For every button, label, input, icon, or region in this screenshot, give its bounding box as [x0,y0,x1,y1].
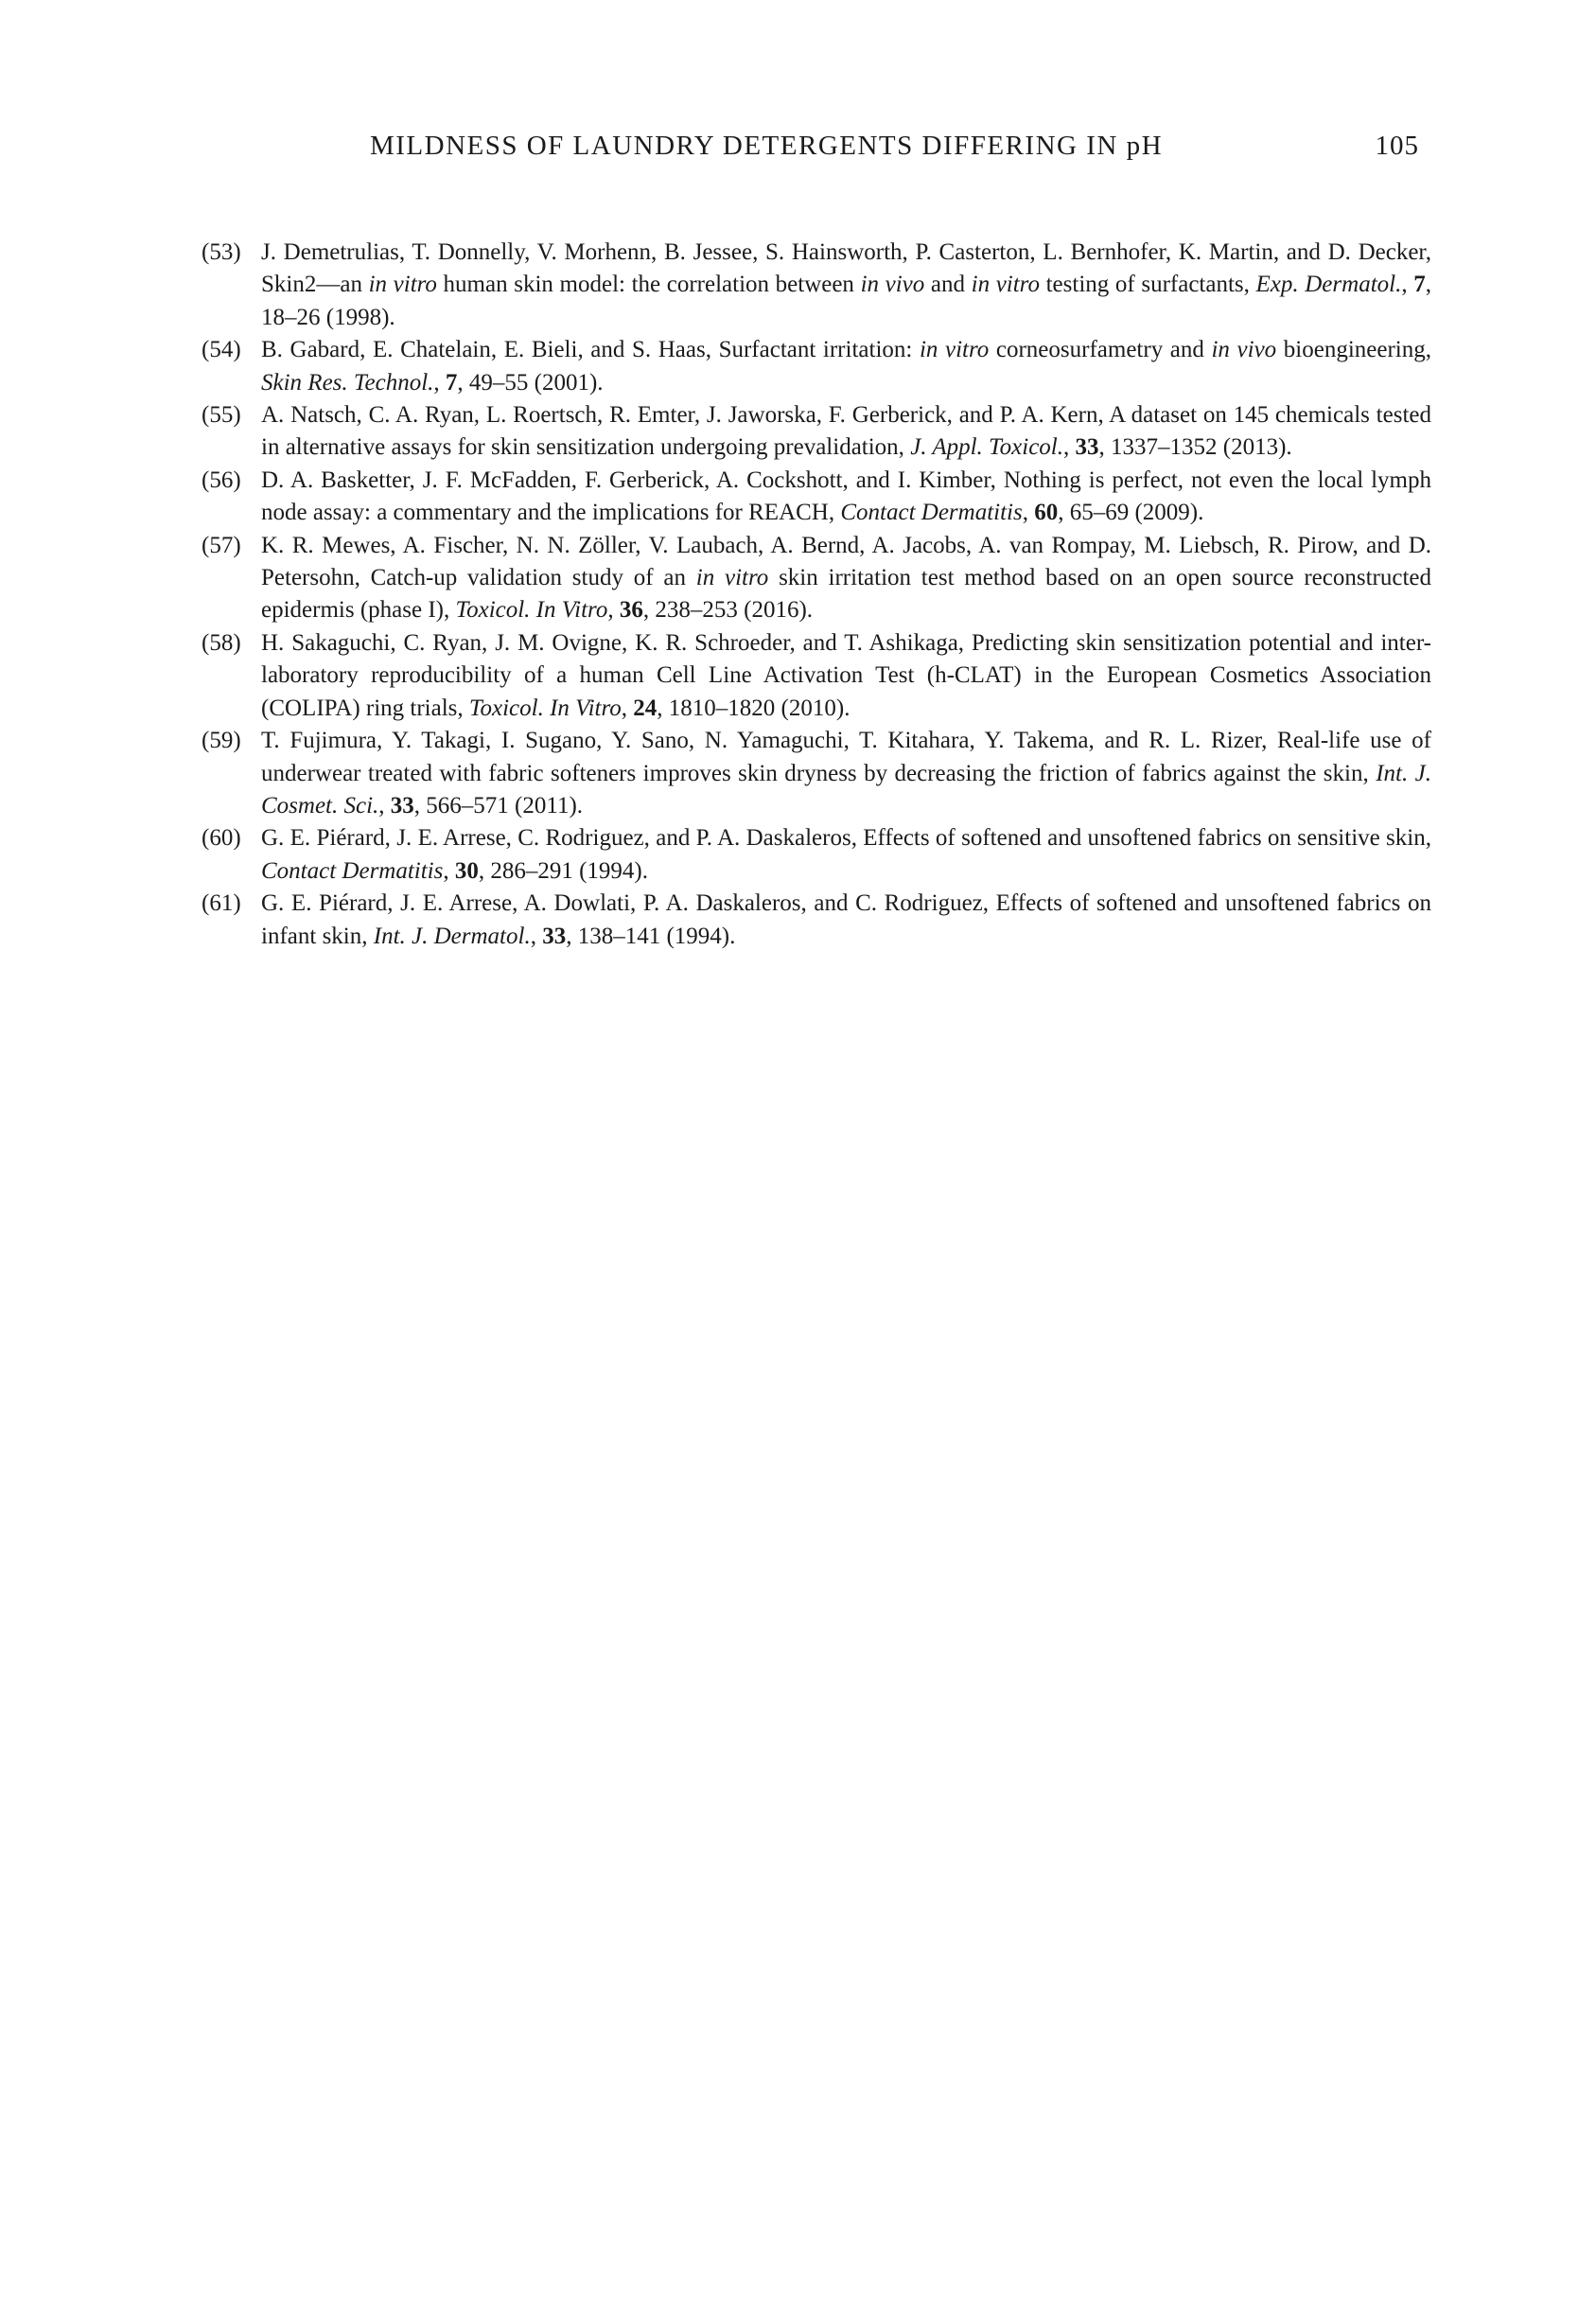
italic-text: in vivo [860,272,925,298]
bold-volume-number: 36 [619,597,643,624]
reference-number: (56) [202,466,241,493]
plain-text: , 286–291 (1994). [478,857,649,884]
plain-text: , [1401,272,1414,298]
plain-text: , 566–571 (2011). [413,792,584,819]
plain-text: T. Fujimura, Y. Takagi, I. Sugano, Y. Sano, N. Yamaguchi, T. Kitahara, Y. Takema, and R. L. Rizer, Real-life use of underwear treated with fabric softeners improves skin dryness by decreasing the friction of fabrics against the skin, [261,728,1431,786]
reference-text [261,237,1431,334]
italic-text: Contact Dermatitis [840,500,1023,526]
plain-text: corneosurfametry and [989,337,1212,363]
bold-volume-number: 7 [1413,272,1426,298]
plain-text: , [433,369,446,396]
plain-text: , [378,792,391,819]
reference-number: (58) [202,629,241,656]
plain-text: D. A. Basketter, J. F. McFadden, F. Gerberick, A. Cockshott, and I. Kimber, Nothing is perfect, not even the local lymph node assay: a commentary and the implications for REACH, [261,466,1431,526]
plain-text: , [1022,500,1035,526]
plain-text: skin irritation test method based on an open source reconstructed epidermis (phase I), [261,565,1431,624]
reference-number: (61) [202,890,241,917]
plain-text: K. R. Mewes, A. Fischer, N. N. Zöller, V. Laubach, A. Bernd, A. Jacobs, A. van Rompay, M. Liebsch, R. Pirow, and D. Petersohn, Catch-up validation study of an [261,532,1431,591]
italic-text: Toxicol. In Vitro [468,695,622,721]
references-list [202,237,1431,953]
plain-text: , 1337–1352 (2013). [1098,434,1292,461]
plain-text: , 138–141 (1994). [566,923,736,949]
plain-text: J. Demetrulias, T. Donnelly, V. Morhenn, B. Jessee, S. Hainsworth, P. Casterton, L. Bernhofer, K. Martin, and D. Decker, Skin2—an [261,239,1431,298]
italic-text: Toxicol. In Vitro [455,597,608,624]
italic-text: in vitro [695,565,769,591]
plain-text: , 18–26 (1998). [261,272,1431,330]
running-head-title: MILDNESS OF LAUNDRY DETERGENTS DIFFERING IN pH [369,131,1164,161]
italic-text: Skin Res. Technol. [261,369,434,396]
plain-text: H. Sakaguchi, C. Ryan, J. M. Ovigne, K. R. Schroeder, and T. Ashikaga, Predicting skin sensitization potential and inter-laboratory reproducibility of a human Cell Line Activation Test (h-CLAT) in the European Cosmetics Association (COLIPA) ring trials, [261,629,1431,721]
reference-item [202,237,1431,334]
reference-text [261,822,1431,888]
plain-text: , [621,695,634,721]
bold-volume-number: 60 [1034,500,1059,526]
italic-text: in vitro [971,272,1040,298]
reference-text [261,627,1431,725]
reference-number: (57) [202,532,241,558]
italic-text: J. Appl. Toxicol. [910,434,1063,461]
reference-item [202,725,1431,822]
italic-text: Int. J. Dermatol. [373,923,531,949]
reference-text [261,399,1431,465]
bold-volume-number: 24 [633,695,658,721]
italic-text: Contact Dermatitis [261,857,444,884]
reference-item [202,334,1431,399]
reference-text [261,888,1431,953]
plain-text: , 238–253 (2016). [642,597,814,624]
bold-volume-number: 33 [542,923,567,949]
plain-text: bioengineering, [1276,337,1431,363]
plain-text: , [1063,434,1076,461]
plain-text: , 65–69 (2009). [1058,500,1204,526]
plain-text: and [924,272,972,298]
reference-text [261,725,1431,822]
reference-item [202,822,1431,888]
plain-text: , [443,857,455,884]
plain-text: , [530,923,543,949]
plain-text: , 1810–1820 (2010). [657,695,851,721]
italic-text: in vitro [368,272,437,298]
plain-text: B. Gabard, E. Chatelain, E. Bieli, and S. Haas, Surfactant irritation: [261,337,920,363]
reference-item [202,465,1431,530]
reference-item [202,627,1431,725]
reference-number: (53) [202,239,241,265]
italic-text: Exp. Dermatol. [1255,272,1402,298]
italic-text: in vitro [919,337,990,363]
reference-item [202,399,1431,465]
reference-item [202,530,1431,627]
reference-number: (59) [202,728,241,754]
italic-text: Int. J. Cosmet. Sci. [261,760,1431,819]
plain-text: , [607,597,620,624]
bold-volume-number: 33 [390,792,414,819]
plain-text: human skin model: the correlation between [436,272,861,298]
plain-text: testing of surfactants, [1039,272,1256,298]
italic-text: in vivo [1211,337,1277,363]
plain-text: G. E. Piérard, J. E. Arrese, C. Rodriguez, and P. A. Daskaleros, Effects of softened and unsoftened fabrics on sensitive skin, [261,825,1431,852]
plain-text: A. Natsch, C. A. Ryan, L. Roertsch, R. Emter, J. Jaworska, F. Gerberick, and P. A. Kern, A dataset on 145 chemicals tested in alternative assays for skin sensitization undergoing prevalidation, [261,402,1431,461]
reference-item [202,888,1431,953]
plain-text: G. E. Piérard, J. E. Arrese, A. Dowlati, P. A. Daskaleros, and C. Rodriguez, Effects of softened and unsoftened fabrics on infant skin, [261,890,1431,949]
reference-text [261,334,1431,399]
plain-text: , 49–55 (2001). [457,369,604,396]
bold-volume-number: 30 [454,857,479,884]
reference-number: (60) [202,825,241,852]
reference-text [261,465,1431,530]
reference-number: (55) [202,402,241,429]
reference-text [261,530,1431,627]
bold-volume-number: 33 [1075,434,1099,461]
page-number: 105 [1375,131,1419,161]
bold-volume-number: 7 [445,369,458,396]
reference-number: (54) [202,337,241,363]
